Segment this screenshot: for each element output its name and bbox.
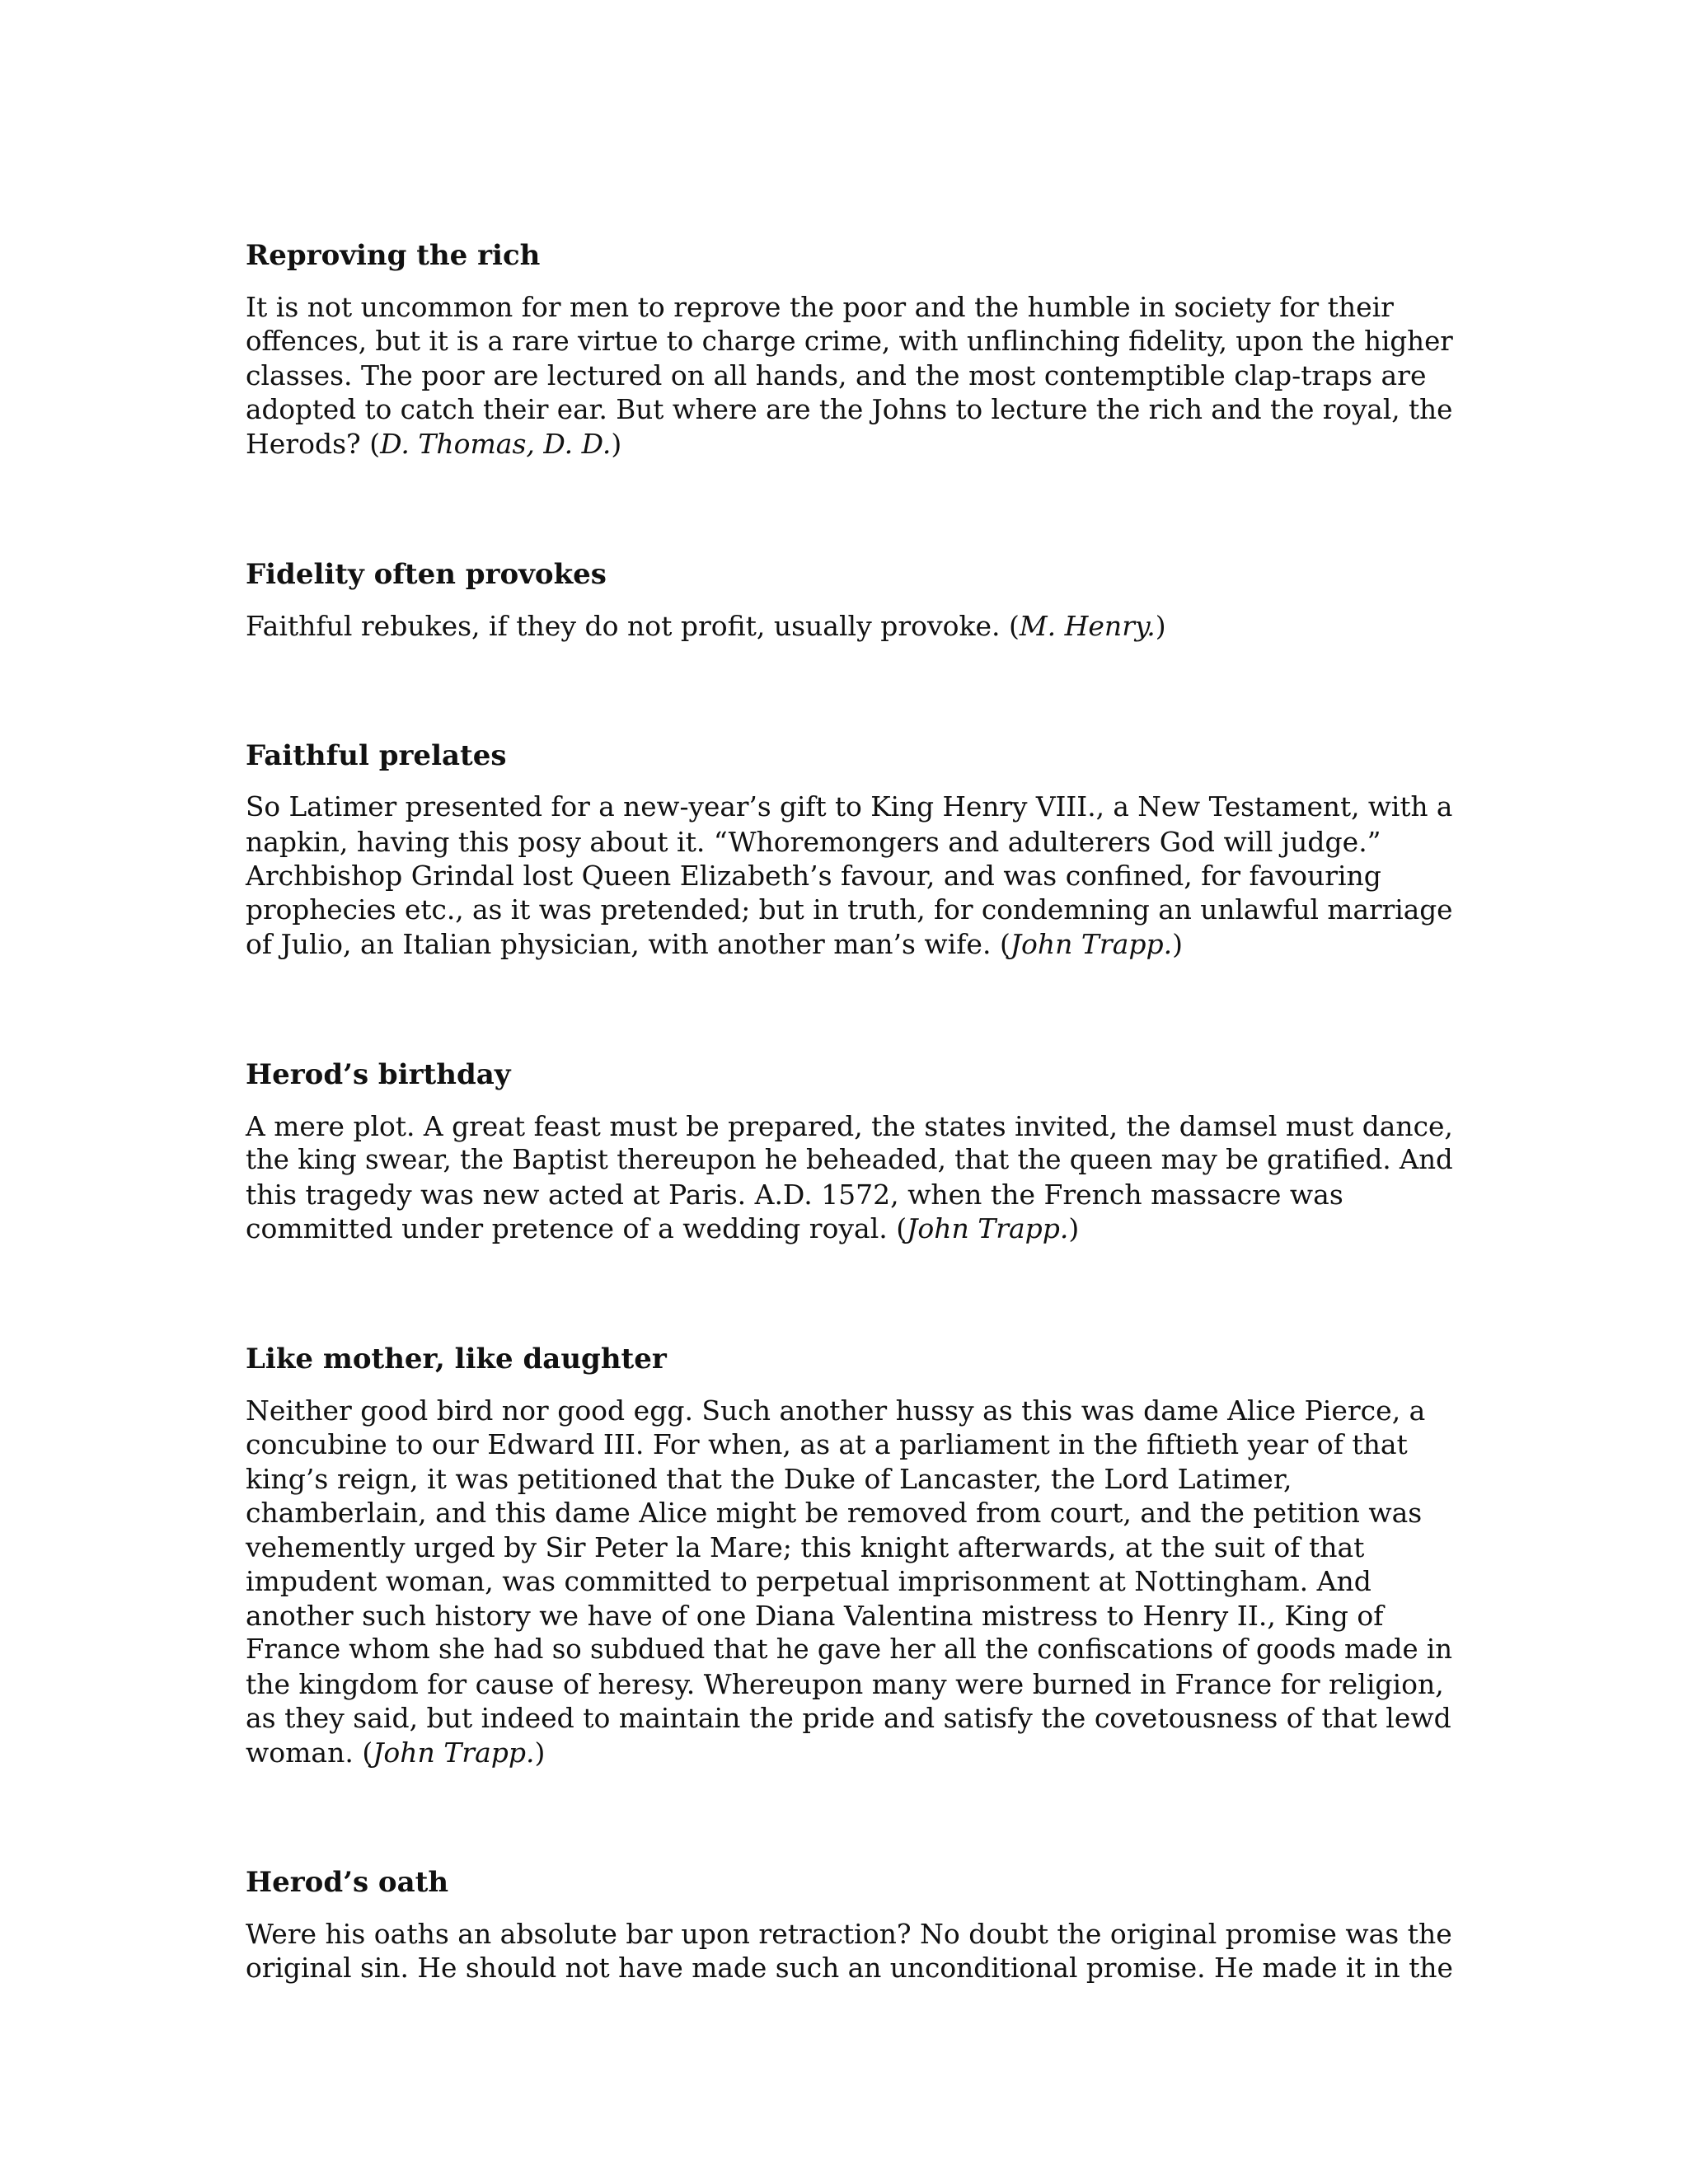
- paragraph-line: A mere plot. A great feast must be prepared, the states invited, the damsel must dance,: [246, 1109, 1453, 1142]
- section-like-mother-like-daughter: [246, 1343, 1453, 1770]
- paragraph-line: king’s reign, it was petitioned that the Duke of Lancaster, the Lord Latimer,: [246, 1462, 1292, 1495]
- section-heading: Like mother, like daughter: [246, 1342, 667, 1376]
- paragraph-line: Archbishop Grindal lost Queen Elizabeth’s favour, and was confined, for favouring: [246, 860, 1381, 892]
- attribution: M. Henry.: [1019, 609, 1156, 642]
- section-heading: Faithful prelates: [246, 739, 507, 772]
- section-herods-oath: [246, 1866, 1453, 1985]
- paragraph-last-line: [246, 927, 1453, 962]
- section-heading: Herod’s birthday: [246, 1057, 511, 1091]
- paragraph-line: Were his oaths an absolute bar upon retraction? No doubt the original promise was the: [246, 1918, 1452, 1950]
- paragraph-line: the kingdom for cause of heresy. Whereupon many were burned in France for religion,: [246, 1667, 1444, 1700]
- paragraph-last-line: [246, 427, 1453, 462]
- section-heading: Herod’s oath: [246, 1866, 449, 1899]
- paragraph-text: of Julio, an Italian physician, with another man’s wife. (: [246, 928, 1010, 960]
- paragraph-last-line: [246, 1212, 1453, 1246]
- section-paragraph: [246, 1109, 1453, 1246]
- section-paragraph: [246, 609, 1453, 644]
- paragraph-line: another such history we have of one Diana Valentina mistress to Henry II., King of: [246, 1599, 1384, 1632]
- section-fidelity-often-provokes: [246, 558, 1453, 644]
- paragraph-text: Herods? (: [246, 428, 381, 460]
- paragraph-line: So Latimer presented for a new-year’s gift to King Henry VIII., a New Testament, with a: [246, 791, 1453, 823]
- attribution-close: ): [534, 1736, 546, 1769]
- attribution-close: ): [1068, 1212, 1080, 1244]
- paragraph-line: offences, but it is a rare virtue to charge crime, with unflinching fidelity, upon the higher: [246, 325, 1453, 357]
- section-faithful-prelates: [246, 739, 1453, 962]
- section-reproving-the-rich: [246, 239, 1453, 462]
- attribution: John Trapp.: [907, 1212, 1069, 1244]
- paragraph-text: Faithful rebukes, if they do not profit, usually provoke. (: [246, 609, 1020, 642]
- paragraph-last-line: [246, 609, 1453, 644]
- paragraph-line: vehemently urged by Sir Peter la Mare; this knight afterwards, at the suit of that: [246, 1530, 1365, 1563]
- paragraph-line: napkin, having this posy about it. “Whoremongers and adulterers God will judge.”: [246, 825, 1381, 858]
- section-herods-birthday: [246, 1058, 1453, 1246]
- paragraph-line: France whom she had so subdued that he gave her all the confiscations of goods made in: [246, 1633, 1453, 1665]
- document-content: [246, 239, 1453, 1985]
- paragraph-line: impudent woman, was committed to perpetual imprisonment at Nottingham. And: [246, 1565, 1372, 1597]
- paragraph-line: Neither good bird nor good egg. Such another hussy as this was dame Alice Pierce, a: [246, 1394, 1426, 1427]
- section-paragraph: [246, 790, 1453, 962]
- section-paragraph: [246, 1394, 1453, 1770]
- section-paragraph: [246, 290, 1453, 462]
- attribution: John Trapp.: [373, 1736, 535, 1769]
- paragraph-line: prophecies etc., as it was pretended; but in truth, for condemning an unlawful marriage: [246, 893, 1453, 926]
- section-heading: Reproving the rich: [246, 239, 541, 272]
- paragraph-last-line: [246, 1736, 1453, 1770]
- paragraph-line: the king swear, the Baptist thereupon he beheaded, that the queen may be gratified. And: [246, 1144, 1453, 1175]
- paragraph-line: adopted to catch their ear. But where are the Johns to lecture the rich and the royal, the: [246, 393, 1453, 425]
- attribution: John Trapp.: [1010, 928, 1173, 960]
- paragraph-text: committed under pretence of a wedding royal. (: [246, 1212, 907, 1244]
- paragraph-line: It is not uncommon for men to reprove the poor and the humble in society for their: [246, 291, 1394, 323]
- attribution-close: ): [1155, 609, 1166, 642]
- paragraph-line: this tragedy was new acted at Paris. A.D. 1572, when the French massacre was: [246, 1178, 1343, 1211]
- paragraph-text: woman. (: [246, 1736, 373, 1769]
- attribution-close: ): [611, 428, 622, 460]
- section-heading: Fidelity often provokes: [246, 557, 607, 591]
- paragraph-line: as they said, but indeed to maintain the pride and satisfy the covetousness of that lewd: [246, 1702, 1451, 1734]
- paragraph-line: classes. The poor are lectured on all hands, and the most contemptible clap-traps are: [246, 359, 1427, 391]
- paragraph-line: chamberlain, and this dame Alice might be removed from court, and the petition was: [246, 1497, 1423, 1529]
- attribution: D. Thomas, D. D.: [380, 428, 612, 460]
- paragraph-line: original sin. He should not have made such an unconditional promise. He made it in the: [246, 1952, 1453, 1984]
- attribution-close: ): [1172, 928, 1183, 960]
- paragraph-line: concubine to our Edward III. For when, as at a parliament in the fiftieth year of that: [246, 1428, 1408, 1460]
- section-paragraph: [246, 1917, 1453, 1985]
